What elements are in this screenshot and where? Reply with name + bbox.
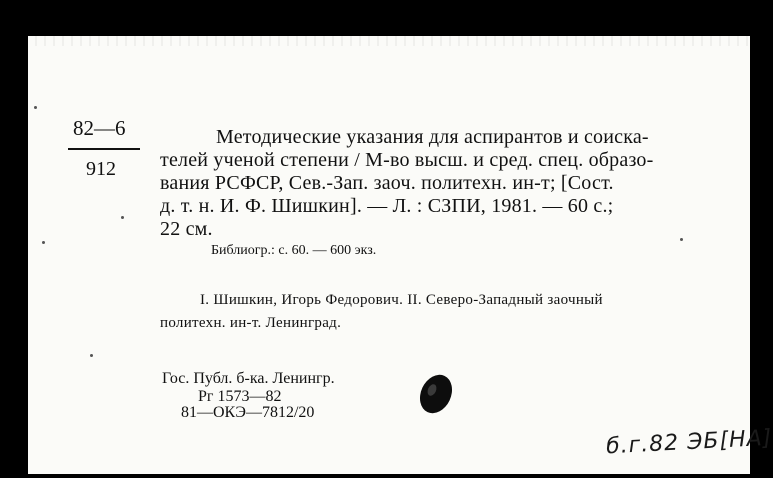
paper-speck [90,354,93,357]
description-line-2: телей ученой степени / М-во высш. и сред. спец. образо- [160,149,654,171]
paper-speck [121,216,124,219]
bibliography-note: Библиогр.: с. 60. — 600 экз. [211,243,377,258]
subject-entry-line-2: политехн. ин-т. Ленинград. [160,315,342,331]
paper-speck [34,106,37,109]
description-line-3: вания РСФСР, Сев.-Зап. заоч. политехн. ин-т; [Сост. [160,172,614,194]
catalog-card [28,36,773,474]
call-number-top: 82—6 [73,116,126,140]
holdings-accession: 81—ОКЭ—7812/20 [181,404,315,421]
call-number-divider [68,148,140,150]
call-number-bottom: 912 [86,158,116,180]
description-line-5: 22 см. [160,218,213,240]
holdings-registration: Рг 1573—82 [198,388,282,405]
handwritten-shelf-mark: б.г.82 ЭБ[НА] [605,425,773,460]
paper-speck [42,241,45,244]
description-line-1: Методические указания для аспирантов и соиска- [216,126,649,148]
library-stamp-icon [418,372,454,416]
description-line-4: д. т. н. И. Ф. Шишкин]. — Л. : СЗПИ, 1981. — 60 с.; [160,195,614,217]
paper-speck [680,238,683,241]
holdings-library: Гос. Публ. б-ка. Ленингр. [162,370,335,387]
subject-entry-line-1: I. Шишкин, Игорь Федорович. II. Северо-Западный заочный [200,292,603,308]
